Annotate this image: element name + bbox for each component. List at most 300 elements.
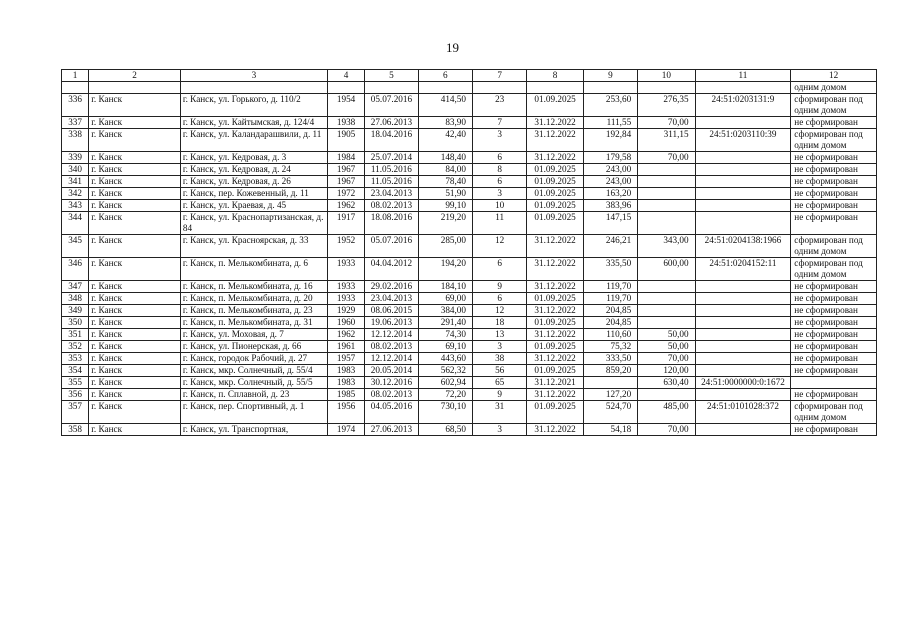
column-header: 4 <box>327 70 364 82</box>
cell-area: 72,20 <box>418 389 472 401</box>
cell-date: 05.07.2016 <box>365 94 418 117</box>
cell-residents: 6 <box>472 293 526 305</box>
cell-land-area: 70,00 <box>638 424 695 436</box>
table-row <box>62 164 877 176</box>
cell-date: 04.04.2012 <box>365 258 418 281</box>
table-row <box>62 281 877 293</box>
cell-residents: 18 <box>472 317 526 329</box>
cell-land-area <box>638 212 695 235</box>
cell-land-area: 485,00 <box>638 401 695 424</box>
cell-status: не сформирован <box>791 365 877 377</box>
cell-cost: 111,55 <box>583 117 637 129</box>
table-row <box>62 365 877 377</box>
cell-city: г. Канск <box>89 341 181 353</box>
cell-city: г. Канск <box>89 258 181 281</box>
cell-cost: 243,00 <box>583 164 637 176</box>
cell-city: г. Канск <box>89 129 181 152</box>
cell-date: 27.06.2013 <box>365 117 418 129</box>
cell-residents: 6 <box>472 152 526 164</box>
cell-number: 346 <box>62 258 89 281</box>
cell-area: 78,40 <box>418 176 472 188</box>
cell-year: 1985 <box>327 389 364 401</box>
cell-number: 348 <box>62 293 89 305</box>
table-row <box>62 152 877 164</box>
cell-date: 08.02.2013 <box>365 389 418 401</box>
cell-number: 343 <box>62 200 89 212</box>
cell-status: не сформирован <box>791 152 877 164</box>
cell-area: 83,90 <box>418 117 472 129</box>
cell-address: г. Канск, п. Мелькомбината, д. 16 <box>180 281 327 293</box>
cell-residents: 56 <box>472 365 526 377</box>
cell-year: 1933 <box>327 258 364 281</box>
table-row <box>62 377 877 389</box>
cell-residents: 7 <box>472 117 526 129</box>
cell-cadastral-number <box>695 293 791 305</box>
cell-residents: 3 <box>472 188 526 200</box>
cell-year: 1917 <box>327 212 364 235</box>
cell-residents: 3 <box>472 129 526 152</box>
table-row <box>62 329 877 341</box>
cell-year: 1967 <box>327 176 364 188</box>
cell-cost: 524,70 <box>583 401 637 424</box>
cell-cost: 75,32 <box>583 341 637 353</box>
table-row <box>62 401 877 424</box>
cell-number: 355 <box>62 377 89 389</box>
cell-land-area: 70,00 <box>638 353 695 365</box>
cell-cadastral-number <box>695 353 791 365</box>
cell-cost: 147,15 <box>583 212 637 235</box>
cell-status: не сформирован <box>791 176 877 188</box>
cell-number: 349 <box>62 305 89 317</box>
cell-date: 11.05.2016 <box>365 176 418 188</box>
cell-status: не сформирован <box>791 305 877 317</box>
cell-city: г. Канск <box>89 424 181 436</box>
cell-planned-date: 01.09.2025 <box>527 188 583 200</box>
cell-cadastral-number <box>695 281 791 293</box>
cell-planned-date: 31.12.2022 <box>527 281 583 293</box>
table-row <box>62 176 877 188</box>
cell-address: г. Канск, пер. Спортивный, д. 1 <box>180 401 327 424</box>
cell-address: г. Канск, ул. Горького, д. 110/2 <box>180 94 327 117</box>
cell-status: не сформирован <box>791 329 877 341</box>
cell-number: 350 <box>62 317 89 329</box>
page-number: 19 <box>446 40 459 55</box>
cell-planned-date: 01.09.2025 <box>527 164 583 176</box>
continuation-row <box>62 82 877 94</box>
cell-cadastral-number <box>695 317 791 329</box>
cell-planned-date: 31.12.2022 <box>527 258 583 281</box>
cell-area: 384,00 <box>418 305 472 317</box>
cell-city: г. Канск <box>89 353 181 365</box>
cell-cadastral-number: 24:51:0203110:39 <box>695 129 791 152</box>
cell-cost: 253,60 <box>583 94 637 117</box>
cell-city: г. Канск <box>89 212 181 235</box>
cell-land-area <box>638 389 695 401</box>
cell-year: 1962 <box>327 329 364 341</box>
cell-status: сформирован под одним домом <box>791 258 877 281</box>
cell-status: не сформирован <box>791 293 877 305</box>
cell-status: не сформирован <box>791 117 877 129</box>
cell-land-area: 600,00 <box>638 258 695 281</box>
cell-cadastral-number <box>695 152 791 164</box>
cell-planned-date: 01.09.2025 <box>527 94 583 117</box>
cell-year: 1905 <box>327 129 364 152</box>
housing-register-table <box>61 69 877 436</box>
cell-cost: 127,20 <box>583 389 637 401</box>
cell-cost: 333,50 <box>583 353 637 365</box>
cell-cost: 335,50 <box>583 258 637 281</box>
column-header: 3 <box>180 70 327 82</box>
cell-land-area <box>638 281 695 293</box>
cell-planned-date: 31.12.2022 <box>527 152 583 164</box>
cell-cadastral-number: 24:51:0204138:1966 <box>695 235 791 258</box>
cell-city: г. Канск <box>89 293 181 305</box>
cell-date: 12.12.2014 <box>365 353 418 365</box>
cell-residents: 8 <box>472 164 526 176</box>
table-row <box>62 317 877 329</box>
cell-land-area: 343,00 <box>638 235 695 258</box>
cell-city: г. Канск <box>89 176 181 188</box>
cell-address: г. Канск, мкр. Солнечный, д. 55/4 <box>180 365 327 377</box>
cell-status <box>791 377 877 389</box>
cell-area: 291,40 <box>418 317 472 329</box>
cell-cadastral-number <box>695 176 791 188</box>
cell-cadastral-number <box>695 305 791 317</box>
cell-date: 25.07.2014 <box>365 152 418 164</box>
column-header: 5 <box>365 70 418 82</box>
cell-address: г. Канск, ул. Моховая, д. 7 <box>180 329 327 341</box>
cell-date: 18.04.2016 <box>365 129 418 152</box>
cell-cost: 204,85 <box>583 305 637 317</box>
cell-residents: 6 <box>472 176 526 188</box>
cell-cost: 110,60 <box>583 329 637 341</box>
cell-residents: 3 <box>472 424 526 436</box>
column-header: 9 <box>583 70 637 82</box>
column-header: 7 <box>472 70 526 82</box>
cell-land-area <box>638 164 695 176</box>
table-row <box>62 341 877 353</box>
cell-planned-date: 01.09.2025 <box>527 317 583 329</box>
cell-area: 68,50 <box>418 424 472 436</box>
cell-planned-date: 01.09.2025 <box>527 176 583 188</box>
cell-city: г. Канск <box>89 329 181 341</box>
cell-cost: 383,96 <box>583 200 637 212</box>
table-row <box>62 353 877 365</box>
cell-land-area: 70,00 <box>638 152 695 164</box>
table-row <box>62 117 877 129</box>
cell-address: г. Канск, ул. Транспортная, <box>180 424 327 436</box>
cell-planned-date: 31.12.2022 <box>527 353 583 365</box>
cell-number: 356 <box>62 389 89 401</box>
cell-date: 27.06.2013 <box>365 424 418 436</box>
cell-date: 08.06.2015 <box>365 305 418 317</box>
cell-status: не сформирован <box>791 188 877 200</box>
table-row <box>62 424 877 436</box>
cell-year: 1938 <box>327 117 364 129</box>
cell-land-area <box>638 200 695 212</box>
cell-residents: 6 <box>472 258 526 281</box>
cell-planned-date: 01.09.2025 <box>527 401 583 424</box>
table-row <box>62 212 877 235</box>
cell-land-area: 120,00 <box>638 365 695 377</box>
cell-number: 352 <box>62 341 89 353</box>
cell-number: 336 <box>62 94 89 117</box>
cell-cadastral-number <box>695 212 791 235</box>
cell-cadastral-number <box>695 329 791 341</box>
cell-area: 148,40 <box>418 152 472 164</box>
cell-area: 730,10 <box>418 401 472 424</box>
table-row <box>62 258 877 281</box>
cell-land-area: 50,00 <box>638 341 695 353</box>
cell-address: г. Канск, ул. Кедровая, д. 26 <box>180 176 327 188</box>
cell-cadastral-number: 24:51:0204152:11 <box>695 258 791 281</box>
column-header: 1 <box>62 70 89 82</box>
cell-date: 04.05.2016 <box>365 401 418 424</box>
cell-residents: 10 <box>472 200 526 212</box>
cell-area: 194,20 <box>418 258 472 281</box>
cell-city: г. Канск <box>89 94 181 117</box>
table-row <box>62 94 877 117</box>
cell-number: 353 <box>62 353 89 365</box>
cell-date: 23.04.2013 <box>365 188 418 200</box>
cell-status: сформирован под одним домом <box>791 401 877 424</box>
cell-number: 340 <box>62 164 89 176</box>
column-header: 12 <box>791 70 877 82</box>
cell-number: 354 <box>62 365 89 377</box>
cell-number: 351 <box>62 329 89 341</box>
cell-cadastral-number <box>695 200 791 212</box>
cell-year: 1952 <box>327 235 364 258</box>
cell-land-area <box>638 188 695 200</box>
cell-year: 1961 <box>327 341 364 353</box>
cell-cost: 204,85 <box>583 317 637 329</box>
cell-planned-date: 01.09.2025 <box>527 200 583 212</box>
cell-area: 184,10 <box>418 281 472 293</box>
cell-city: г. Канск <box>89 152 181 164</box>
cell-number: 345 <box>62 235 89 258</box>
cell-status: не сформирован <box>791 164 877 176</box>
cell-planned-date: 31.12.2022 <box>527 235 583 258</box>
cell-city: г. Канск <box>89 200 181 212</box>
cell-year: 1960 <box>327 317 364 329</box>
cell-residents: 9 <box>472 389 526 401</box>
cell-address: г. Канск, ул. Каландарашвили, д. 11 <box>180 129 327 152</box>
cell-land-area <box>638 293 695 305</box>
cell-land-area: 311,15 <box>638 129 695 152</box>
cell-city: г. Канск <box>89 377 181 389</box>
cell-address: г. Канск, ул. Кедровая, д. 3 <box>180 152 327 164</box>
cell-date: 19.06.2013 <box>365 317 418 329</box>
cell-cost: 54,18 <box>583 424 637 436</box>
cell-year: 1954 <box>327 94 364 117</box>
cell-address: г. Канск, п. Мелькомбината, д. 20 <box>180 293 327 305</box>
cell-cost: 859,20 <box>583 365 637 377</box>
cell-status: сформирован под одним домом <box>791 94 877 117</box>
cell-planned-date: 01.09.2025 <box>527 365 583 377</box>
cell-city: г. Канск <box>89 389 181 401</box>
cell-land-area: 50,00 <box>638 329 695 341</box>
cell-year: 1933 <box>327 293 364 305</box>
cell-land-area <box>638 176 695 188</box>
cell-address: г. Канск, пер. Кожевенный, д. 11 <box>180 188 327 200</box>
cell-area: 414,50 <box>418 94 472 117</box>
column-header: 6 <box>418 70 472 82</box>
cell-residents: 13 <box>472 329 526 341</box>
cell-year: 1967 <box>327 164 364 176</box>
cell-status: не сформирован <box>791 317 877 329</box>
cell-address: г. Канск, п. Мелькомбината, д. 31 <box>180 317 327 329</box>
cell-city: г. Канск <box>89 305 181 317</box>
cell-cadastral-number <box>695 365 791 377</box>
cell-land-area <box>638 317 695 329</box>
cell-cadastral-number <box>695 341 791 353</box>
cell-status: не сформирован <box>791 424 877 436</box>
cell-address: г. Канск, ул. Кедровая, д. 24 <box>180 164 327 176</box>
cell-year: 1974 <box>327 424 364 436</box>
cell-date: 11.05.2016 <box>365 164 418 176</box>
cell-status: не сформирован <box>791 281 877 293</box>
cell-status: не сформирован <box>791 353 877 365</box>
cell-area: 219,20 <box>418 212 472 235</box>
cell-land-area: 70,00 <box>638 117 695 129</box>
cell-cadastral-number <box>695 389 791 401</box>
cell-number: 358 <box>62 424 89 436</box>
cell-planned-date: 31.12.2022 <box>527 329 583 341</box>
column-header: 2 <box>89 70 181 82</box>
cell-residents: 38 <box>472 353 526 365</box>
cell-status: сформирован под одним домом <box>791 129 877 152</box>
cell-address: г. Канск, п. Мелькомбината, д. 23 <box>180 305 327 317</box>
cell-year: 1929 <box>327 305 364 317</box>
cell-status: не сформирован <box>791 389 877 401</box>
column-number-row <box>62 70 877 82</box>
cell-planned-date: 31.12.2021 <box>527 377 583 389</box>
cell-cost: 243,00 <box>583 176 637 188</box>
column-header: 8 <box>527 70 583 82</box>
cell-land-area: 630,40 <box>638 377 695 389</box>
cell-planned-date: 31.12.2022 <box>527 389 583 401</box>
cell-status: одним домом <box>791 82 877 94</box>
cell-number: 339 <box>62 152 89 164</box>
cell-date: 20.05.2014 <box>365 365 418 377</box>
cell-cadastral-number <box>695 164 791 176</box>
cell-cadastral-number <box>695 424 791 436</box>
cell-planned-date: 01.09.2025 <box>527 212 583 235</box>
cell-year: 1957 <box>327 353 364 365</box>
table-row <box>62 200 877 212</box>
cell-number: 344 <box>62 212 89 235</box>
cell-residents: 12 <box>472 235 526 258</box>
cell-city: г. Канск <box>89 365 181 377</box>
table-row <box>62 188 877 200</box>
cell-area: 42,40 <box>418 129 472 152</box>
cell-cadastral-number <box>695 188 791 200</box>
cell-year: 1983 <box>327 365 364 377</box>
cell-residents: 31 <box>472 401 526 424</box>
cell-date: 29.02.2016 <box>365 281 418 293</box>
cell-planned-date: 31.12.2022 <box>527 117 583 129</box>
cell-address: г. Канск, мкр. Солнечный, д. 55/5 <box>180 377 327 389</box>
cell-address: г. Канск, ул. Красноярская, д. 33 <box>180 235 327 258</box>
cell-land-area <box>638 305 695 317</box>
table-row <box>62 389 877 401</box>
cell-planned-date: 01.09.2025 <box>527 341 583 353</box>
cell-area: 99,10 <box>418 200 472 212</box>
cell-date: 18.08.2016 <box>365 212 418 235</box>
cell-date: 23.04.2013 <box>365 293 418 305</box>
cell-area: 69,10 <box>418 341 472 353</box>
cell-planned-date: 01.09.2025 <box>527 293 583 305</box>
cell-status: не сформирован <box>791 200 877 212</box>
cell-area: 51,90 <box>418 188 472 200</box>
cell-area: 602,94 <box>418 377 472 389</box>
cell-cost: 179,58 <box>583 152 637 164</box>
cell-year: 1962 <box>327 200 364 212</box>
cell-date: 08.02.2013 <box>365 341 418 353</box>
cell-address: г. Канск, ул. Кайтымская, д. 124/4 <box>180 117 327 129</box>
cell-number: 341 <box>62 176 89 188</box>
cell-city: г. Канск <box>89 188 181 200</box>
cell-year: 1956 <box>327 401 364 424</box>
cell-residents: 9 <box>472 281 526 293</box>
cell-number: 347 <box>62 281 89 293</box>
cell-residents: 65 <box>472 377 526 389</box>
cell-residents: 23 <box>472 94 526 117</box>
cell-city: г. Канск <box>89 401 181 424</box>
cell-cadastral-number <box>695 117 791 129</box>
cell-cost: 119,70 <box>583 281 637 293</box>
cell-area: 443,60 <box>418 353 472 365</box>
cell-area: 84,00 <box>418 164 472 176</box>
cell-city: г. Канск <box>89 117 181 129</box>
cell-cadastral-number: 24:51:0101028:372 <box>695 401 791 424</box>
cell-area: 69,00 <box>418 293 472 305</box>
cell-address: г. Канск, ул. Краснопартизанская, д. 84 <box>180 212 327 235</box>
cell-area: 74,30 <box>418 329 472 341</box>
cell-cadastral-number: 24:51:0203131:9 <box>695 94 791 117</box>
cell-city: г. Канск <box>89 317 181 329</box>
cell-address: г. Канск, городок Рабочий, д. 27 <box>180 353 327 365</box>
cell-status: сформирован под одним домом <box>791 235 877 258</box>
cell-number: 357 <box>62 401 89 424</box>
cell-residents: 3 <box>472 341 526 353</box>
cell-cost: 163,20 <box>583 188 637 200</box>
cell-year: 1984 <box>327 152 364 164</box>
cell-address: г. Канск, п. Сплавной, д. 23 <box>180 389 327 401</box>
cell-status: не сформирован <box>791 341 877 353</box>
cell-number: 338 <box>62 129 89 152</box>
cell-year: 1983 <box>327 377 364 389</box>
cell-residents: 11 <box>472 212 526 235</box>
cell-date: 05.07.2016 <box>365 235 418 258</box>
cell-city: г. Канск <box>89 235 181 258</box>
column-header: 11 <box>695 70 791 82</box>
cell-status: не сформирован <box>791 212 877 235</box>
cell-date: 08.02.2013 <box>365 200 418 212</box>
cell-planned-date: 31.12.2022 <box>527 424 583 436</box>
cell-cost: 192,84 <box>583 129 637 152</box>
cell-year: 1972 <box>327 188 364 200</box>
cell-area: 285,00 <box>418 235 472 258</box>
cell-address: г. Канск, ул. Краевая, д. 45 <box>180 200 327 212</box>
cell-year: 1933 <box>327 281 364 293</box>
cell-planned-date: 31.12.2022 <box>527 129 583 152</box>
cell-cost: 119,70 <box>583 293 637 305</box>
cell-city: г. Канск <box>89 164 181 176</box>
cell-land-area: 276,35 <box>638 94 695 117</box>
cell-date: 12.12.2014 <box>365 329 418 341</box>
cell-date: 30.12.2016 <box>365 377 418 389</box>
